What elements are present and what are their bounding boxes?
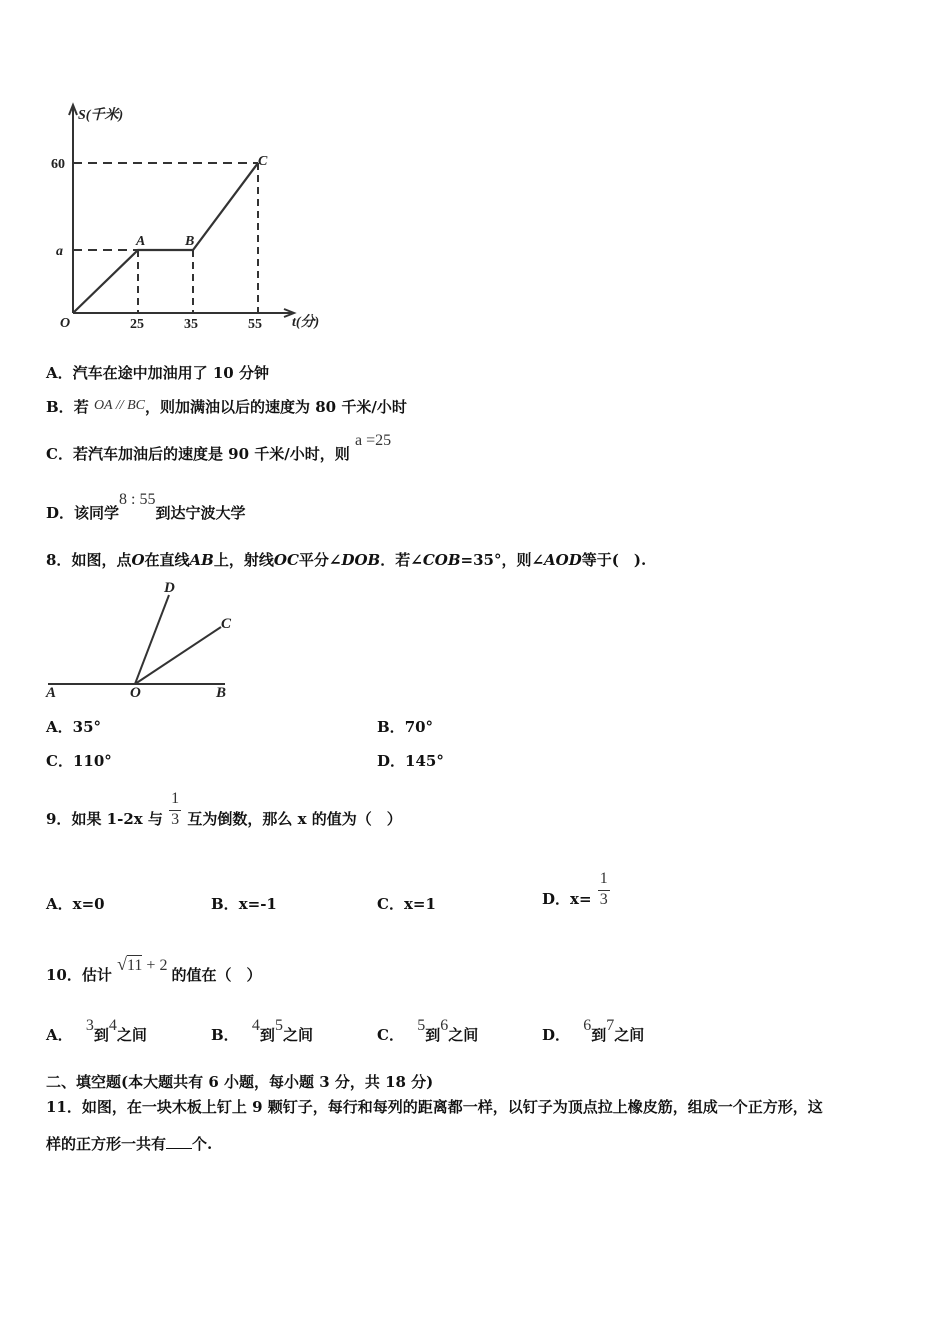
q10-option-b: B． 4到5之间 bbox=[211, 1017, 313, 1044]
graph-path bbox=[73, 163, 258, 313]
q10-stem: 10．估计 √11 + 2 的值在（ ） bbox=[46, 954, 262, 984]
ray-oc bbox=[135, 627, 221, 684]
ray-od bbox=[135, 595, 169, 684]
fig-label-D: D bbox=[164, 580, 175, 596]
q9-option-d: D．x= $\frac{1}{3}$ bbox=[542, 870, 611, 910]
point-C: C bbox=[258, 154, 268, 169]
answer-blank bbox=[166, 1134, 192, 1149]
angle-figure bbox=[40, 575, 250, 705]
q10-option-d: D． 6到7之间 bbox=[542, 1017, 645, 1044]
fig-label-B: B bbox=[216, 685, 227, 701]
q7-option-c: C．若汽车加油后的速度是 90 千米/小时，则 a =25 bbox=[46, 432, 392, 463]
q8-option-c: C．110° bbox=[46, 752, 112, 770]
q10-option-c: C． 5到6之间 bbox=[377, 1017, 479, 1044]
q8-option-b: B．70° bbox=[377, 718, 434, 736]
q9-stem: 9．如果 1-2x 与 $\frac{1}{3}$ 互为倒数，那么 x 的值为（ ） bbox=[46, 790, 402, 828]
math-time-855: 8 : 55 bbox=[119, 491, 156, 508]
q10-option-a: A． 3到4之间 bbox=[46, 1017, 147, 1044]
q7-option-a: A．汽车在途中加油用了 10 分钟 bbox=[46, 364, 269, 382]
x-axis-label: t(分) bbox=[292, 315, 320, 330]
x-tick-35: 35 bbox=[184, 317, 198, 332]
q9-option-b: B．x=-1 bbox=[211, 895, 277, 913]
point-A: A bbox=[136, 234, 146, 249]
q11-line-2: 样的正方形一共有 个. bbox=[46, 1135, 213, 1153]
q11-line-1: 11．如图，在一块木板上钉上 9 颗钉子，每行和每列的距离都一样，以钉子为顶点拉上橡皮筋，组成一个正方形，这 bbox=[46, 1098, 823, 1116]
q9-option-a: A．x=0 bbox=[46, 895, 105, 913]
fraction-one-third: $\frac{1}{3}$ bbox=[171, 790, 180, 828]
q8-stem: 8．如图，点O在直线AB上，射线OC平分∠DOB．若∠COB=35°，则∠AOD等于( ). bbox=[46, 551, 647, 569]
fig-label-A: A bbox=[46, 685, 57, 701]
q9-option-c: C．x=1 bbox=[377, 895, 436, 913]
y-tick-a: a bbox=[56, 244, 63, 259]
q7-option-d: D．该同学8 : 55到达宁波大学 bbox=[46, 491, 246, 522]
math-oa-parallel-bc: OA // BC bbox=[93, 398, 146, 413]
x-tick-55: 55 bbox=[248, 317, 262, 332]
q8-option-a: A．35° bbox=[46, 718, 102, 736]
fig-label-C: C bbox=[221, 616, 232, 632]
section-title: 二、填空题(本大题共有 6 小题，每小题 3 分，共 18 分) bbox=[46, 1073, 434, 1091]
q7-option-b: B．若 OA // BC，则加满油以后的速度为 80 千米/小时 bbox=[46, 398, 407, 416]
q8-option-d: D．145° bbox=[377, 752, 444, 770]
y-tick-60: 60 bbox=[51, 157, 65, 172]
y-axis-label: S(千米) bbox=[78, 108, 124, 123]
x-tick-25: 25 bbox=[130, 317, 144, 332]
distance-time-graph bbox=[40, 95, 340, 340]
point-B: B bbox=[185, 234, 195, 249]
math-a-equals-25: a =25 bbox=[355, 432, 392, 449]
sqrt-expression: √11 + 2 bbox=[117, 954, 168, 974]
fraction-one-third-d: $\frac{1}{3}$ bbox=[599, 870, 608, 908]
origin-label: O bbox=[60, 316, 71, 331]
fig-label-O: O bbox=[130, 685, 141, 701]
